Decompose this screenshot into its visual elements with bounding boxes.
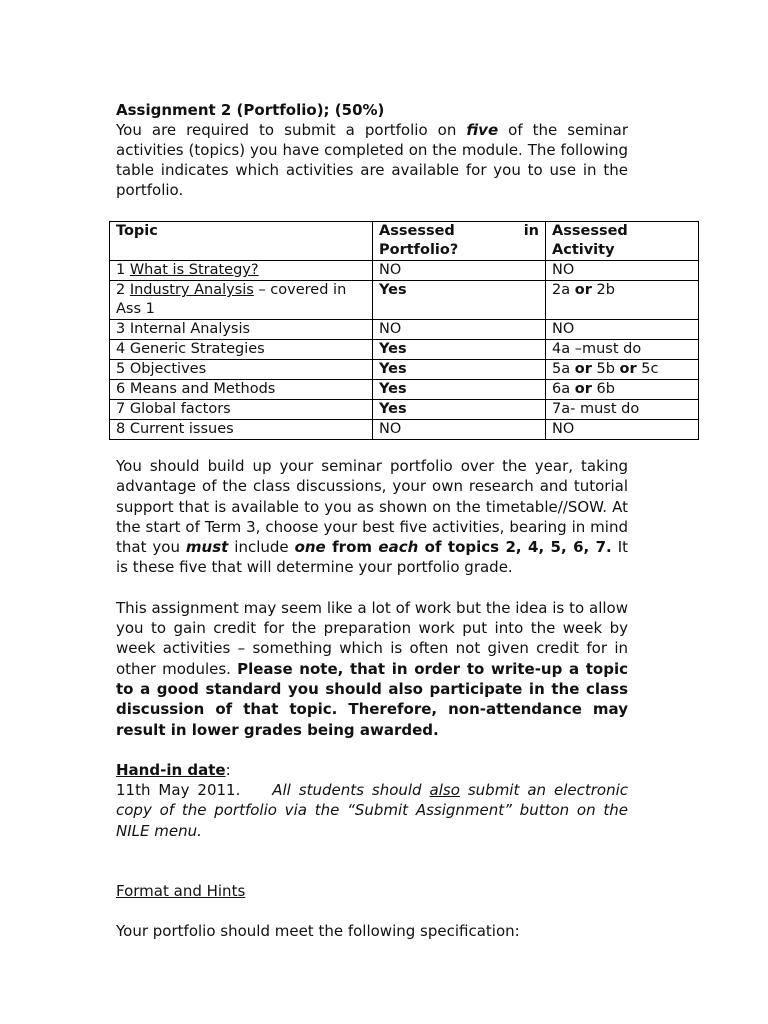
- handin-paragraph: [116, 780, 628, 841]
- activity-cell: [546, 420, 699, 440]
- activity-option: 6b: [596, 381, 615, 397]
- assessed-cell: Yes: [373, 380, 546, 400]
- activity-cell: [546, 281, 699, 320]
- table-row: [110, 281, 699, 320]
- handin-text-2: submit an electronic copy of the portfolio via the “Submit Assignment” button on the NILE menu.: [116, 781, 628, 840]
- assessed-cell: NO: [373, 420, 546, 440]
- intro-emphasis: five: [466, 121, 499, 139]
- header-in-word: in: [523, 223, 539, 239]
- header-portfolio-word: Portfolio?: [379, 242, 459, 258]
- activity-cell: [546, 380, 699, 400]
- assessed-cell: NO: [373, 320, 546, 340]
- topic-cell: [110, 420, 373, 440]
- handin-label: Hand-in date: [116, 760, 226, 779]
- handin-date: 11th May 2011.: [116, 781, 241, 800]
- topics-table: [109, 221, 699, 440]
- header-assessed-portfolio: [373, 222, 546, 261]
- topic-text: – covered in Ass 1: [116, 282, 347, 317]
- p2-must: must: [185, 538, 229, 557]
- activity-cell: [546, 360, 699, 380]
- activity-option: 5c: [641, 361, 659, 377]
- activity-option: NO: [552, 421, 575, 437]
- topic-text: 5 Objectives: [116, 361, 207, 377]
- header-topic: Topic: [110, 222, 373, 261]
- topic-cell: [110, 261, 373, 281]
- topic-text: 4 Generic Strategies: [116, 341, 265, 357]
- format-heading: Format and Hints: [116, 882, 246, 901]
- activity-option: 7a- must do: [552, 401, 640, 417]
- topic-cell: [110, 281, 373, 320]
- format-spec: Your portfolio should meet the following specification:: [116, 922, 520, 941]
- topic-cell: [110, 340, 373, 360]
- topic-text: 3 Internal Analysis: [116, 321, 251, 337]
- handin-colon: :: [225, 760, 231, 779]
- header-activity-word: Activity: [552, 242, 615, 258]
- activity-option: 5b: [596, 361, 615, 377]
- table-row: [110, 360, 699, 380]
- activity-cell: [546, 261, 699, 281]
- activity-or: or: [619, 361, 637, 377]
- topic-text: 8 Current issues: [116, 421, 234, 437]
- intro-section: [116, 100, 628, 200]
- p3-text: This assignment may seem like a lot of work but the idea is to allow you to gain credit for the preparation work put into the week by week activities – something which is often not given credit for in other modules.: [116, 598, 628, 678]
- body-section: [116, 456, 628, 942]
- p2-topics: of topics 2, 4, 5, 6, 7.: [418, 538, 612, 557]
- table-header-row: [110, 222, 699, 261]
- table-row: [110, 400, 699, 420]
- p2-each: each: [378, 538, 419, 557]
- assignment-title: Assignment 2 (Portfolio); (50%): [116, 101, 385, 119]
- activity-cell: [546, 320, 699, 340]
- topic-cell: [110, 380, 373, 400]
- activity-option: NO: [552, 262, 575, 278]
- table-row: [110, 340, 699, 360]
- header-assessed-activity: [546, 222, 699, 261]
- topic-link-text: What is Strategy?: [129, 262, 259, 278]
- handin-heading: [116, 760, 628, 780]
- activity-option: NO: [552, 321, 575, 337]
- assessed-cell: NO: [373, 261, 546, 281]
- topic-link-text: Industry Analysis: [129, 282, 254, 298]
- table-row: [110, 261, 699, 281]
- topic-number: 2: [116, 282, 130, 298]
- intro-paragraph: [116, 120, 628, 200]
- activity-option: 2a: [552, 282, 571, 298]
- topic-cell: [110, 400, 373, 420]
- activity-cell: [546, 340, 699, 360]
- activity-or: or: [574, 361, 592, 377]
- assessed-cell: Yes: [373, 400, 546, 420]
- table-row: [110, 380, 699, 400]
- topic-text: 7 Global factors: [116, 401, 231, 417]
- activity-option: 5a: [552, 361, 571, 377]
- p2-text-2: include: [228, 538, 295, 557]
- table-row: [110, 420, 699, 440]
- portfolio-paragraph: [116, 456, 628, 578]
- p2-text-1: You should build up your seminar portfolio over the year, taking advantage of the class discussions, your own research and tutorial support that is available to you as shown on the timetable//SOW. At the start of Term 3, choose your best five activities, bearing in mind that you: [116, 457, 628, 557]
- credit-paragraph: [116, 598, 628, 740]
- activity-cell: [546, 400, 699, 420]
- assessed-cell: Yes: [373, 281, 546, 320]
- header-activity-assessed: Assessed: [552, 223, 628, 239]
- p2-from: from: [325, 538, 379, 557]
- p2-text-5: It is these five that will determine your portfolio grade.: [116, 538, 628, 577]
- activity-option: 4a –must do: [552, 341, 642, 357]
- activity-option: 6a: [552, 381, 571, 397]
- topic-number: 1: [116, 262, 130, 278]
- p3-bold-note: Please note, that in order to write-up a topic to a good standard you should also participate in the class discussion of that topic. Therefore, non-attendance may result in lower grades being awarded.: [116, 659, 628, 739]
- table-row: [110, 320, 699, 340]
- handin-text-1: All students should: [272, 781, 430, 800]
- intro-text-1: You are required to submit a portfolio on: [116, 121, 467, 139]
- activity-or: or: [574, 282, 592, 298]
- p2-one: one: [294, 538, 326, 557]
- topic-text: 6 Means and Methods: [116, 381, 276, 397]
- handin-also: also: [429, 781, 460, 800]
- activity-or: or: [574, 381, 592, 397]
- topic-cell: [110, 320, 373, 340]
- intro-text-2: of the seminar activities (topics) you have completed on the module. The following table indicates which activities are available for you to use in the portfolio.: [116, 121, 628, 199]
- assessed-cell: Yes: [373, 360, 546, 380]
- topic-cell: [110, 360, 373, 380]
- header-assessed-word: Assessed: [379, 223, 455, 239]
- activity-option: 2b: [596, 282, 615, 298]
- assessed-cell: Yes: [373, 340, 546, 360]
